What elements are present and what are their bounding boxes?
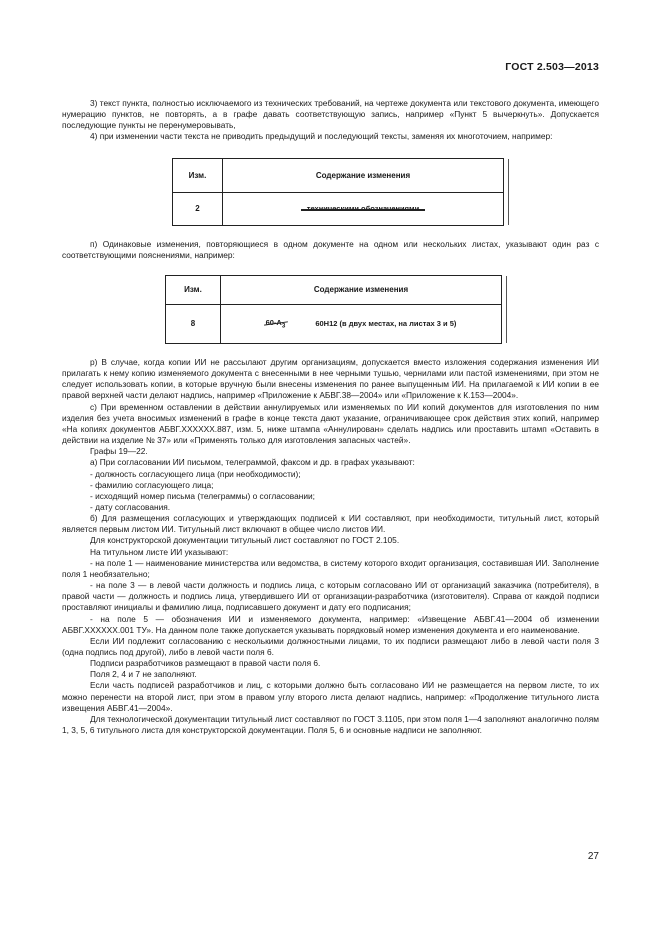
- example-table-1: [172, 158, 504, 226]
- list-item: - исходящий номер письма (телеграммы) о согласовании;: [90, 490, 315, 501]
- paragraph: с) При временном оставлении в действии аннулируемых или изменяемых по ИИ копий документов для изготовления по ним изделия без учета вносимых изменений в графе в конце текста дают указание, ограничивающее срок действия этих копий, например «На копиях документов АБВГ.XXXXXX.887, изм. 5, ниже штампа «Аннулирован» сделать надпись или проставить штамп «Оставить в действии на изделие № 37» или «Применять только для изготовления запасных частей».: [62, 401, 599, 446]
- paragraph: 3) текст пункта, полностью исключаемого из технических требований, на чертеже документа или текстового документа, имеющего нумерацию пунктов, не повторять, а в графе давать соответствующую запись, например «Пункт 5 вычеркнуть». Допускается последующие пункты не перенумеровывать,: [62, 98, 599, 131]
- table-cell-change-number: 2: [173, 193, 223, 225]
- table-cell-change-content: [223, 193, 503, 225]
- page-number: 27: [587, 851, 599, 862]
- table-header-change-content: Содержание изменения: [221, 276, 501, 305]
- paragraph: Если ИИ подлежит согласованию с несколькими должностными лицами, то их подписи размещают либо в левой части поля 3 (одна подпись под другой), либо в левой части поля 6.: [62, 635, 599, 657]
- paragraph: а) При согласовании ИИ письмом, телеграммой, факсом и др. в графах указывают:: [90, 457, 415, 468]
- change-sample: [266, 317, 457, 332]
- table-cell-change-number: 8: [166, 305, 221, 343]
- table-edge-line: [504, 276, 507, 343]
- list-item: - на поле 3 — в левой части должность и подпись лица, с которым согласовано ИИ от организаций заказчика (потребителя), в правой части — должность и подпись лица, утвердившего ИИ от организации-разработчика (изготовителя). Справа от каждой подписи проставляют инициалы и фамилию лица, подписавшего документ и дату его подписания;: [62, 580, 599, 613]
- list-item: - фамилию согласующего лица;: [90, 479, 214, 490]
- paragraph: Поля 2, 4 и 7 не заполняют.: [90, 669, 197, 680]
- paragraph: Для технологической документации титульный лист составляют по ГОСТ 3.1105, при этом поля 1—4 заполняют аналогично полям 1, 3, 5, 6 титульного листа для конструкторской документации. Поля 5, 6 и основные надписи не заполняют.: [62, 713, 599, 736]
- example-table-2: [165, 275, 502, 344]
- struck-text: ...техническими обозначениями...: [300, 204, 426, 214]
- table-header-change-content: Содержание изменения: [223, 159, 503, 193]
- list-item: - дату согласования.: [90, 501, 171, 512]
- old-value: 60-А: [265, 317, 282, 327]
- list-item: - на поле 1 — наименование министерства или ведомства, в систему которого входит организация, составившая ИИ. Заполнение поля 1 необязательно;: [62, 557, 599, 579]
- paragraph: Графы 19—22.: [90, 446, 148, 457]
- list-item: - на поле 5 — обозначения ИИ и изменяемого документа, например: «Извещение АБВГ.41—2004 об изменении АБВГ.XXXXXX.001 ТУ». На данном поле также допускается указывать порядковый номер изменения документа и его наименование.: [62, 613, 599, 635]
- paragraph: б) Для размещения согласующих и утверждающих подписей к ИИ составляют, при необходимости, титульный лист, который является первым листом ИИ. Титульный лист включают в общее число листов ИИ.: [62, 513, 599, 535]
- old-value-subscript: 3: [281, 322, 286, 330]
- paragraph: Для конструкторской документации титульный лист составляют по ГОСТ 2.105.: [90, 535, 400, 546]
- table-edge-line: [506, 159, 509, 225]
- table-header-change-number: Изм.: [173, 159, 223, 193]
- paragraph: р) В случае, когда копии ИИ не рассылают другим организациям, допускается вместо изложения содержания изменения ИИ прилагать к нему копию изменяемого документа с внесенными в нее черными тушью, чернилами или пастой изменениями, при этом не следует использовать копии, в которые вручную были внесены изменения по ранее выпущенным ИИ. На прилагаемой к ИИ копии в ее правой верхней части делают надпись, например «Приложение к АБВГ.38—2004» или «Приложение к К.153—2004».: [62, 356, 599, 401]
- paragraph: Подписи разработчиков размещают в правой части поля 6.: [90, 658, 321, 669]
- crossed-old-value: [266, 317, 286, 332]
- paragraph: Если часть подписей разработчиков и лиц, с которыми должно быть согласовано ИИ не размещается на первом листе, то их можно перенести на второй лист, при этом в правом углу второго листа делают надпись, например: «Продолжение титульного листа извещения АБВГ.41—2004».: [62, 680, 599, 713]
- table-header-change-number: Изм.: [166, 276, 221, 305]
- paragraph: На титульном листе ИИ указывают:: [90, 546, 229, 557]
- new-value: 60Н12 (в двух местах, на листах 3 и 5): [315, 319, 457, 329]
- paragraph: п) Одинаковые изменения, повторяющиеся в одном документе на одном или нескольких листах, указывают один раз с соответствующими пояснениями, например:: [62, 238, 599, 260]
- document-body: [62, 98, 599, 736]
- document-code: ГОСТ 2.503—2013: [505, 61, 599, 73]
- paragraph: 4) при изменении части текста не приводить предыдущий и последующий тексты, заменяя их многоточием, например:: [90, 131, 553, 142]
- table-cell-change-content: [221, 305, 501, 343]
- list-item: - должность согласующего лица (при необходимости);: [90, 468, 301, 479]
